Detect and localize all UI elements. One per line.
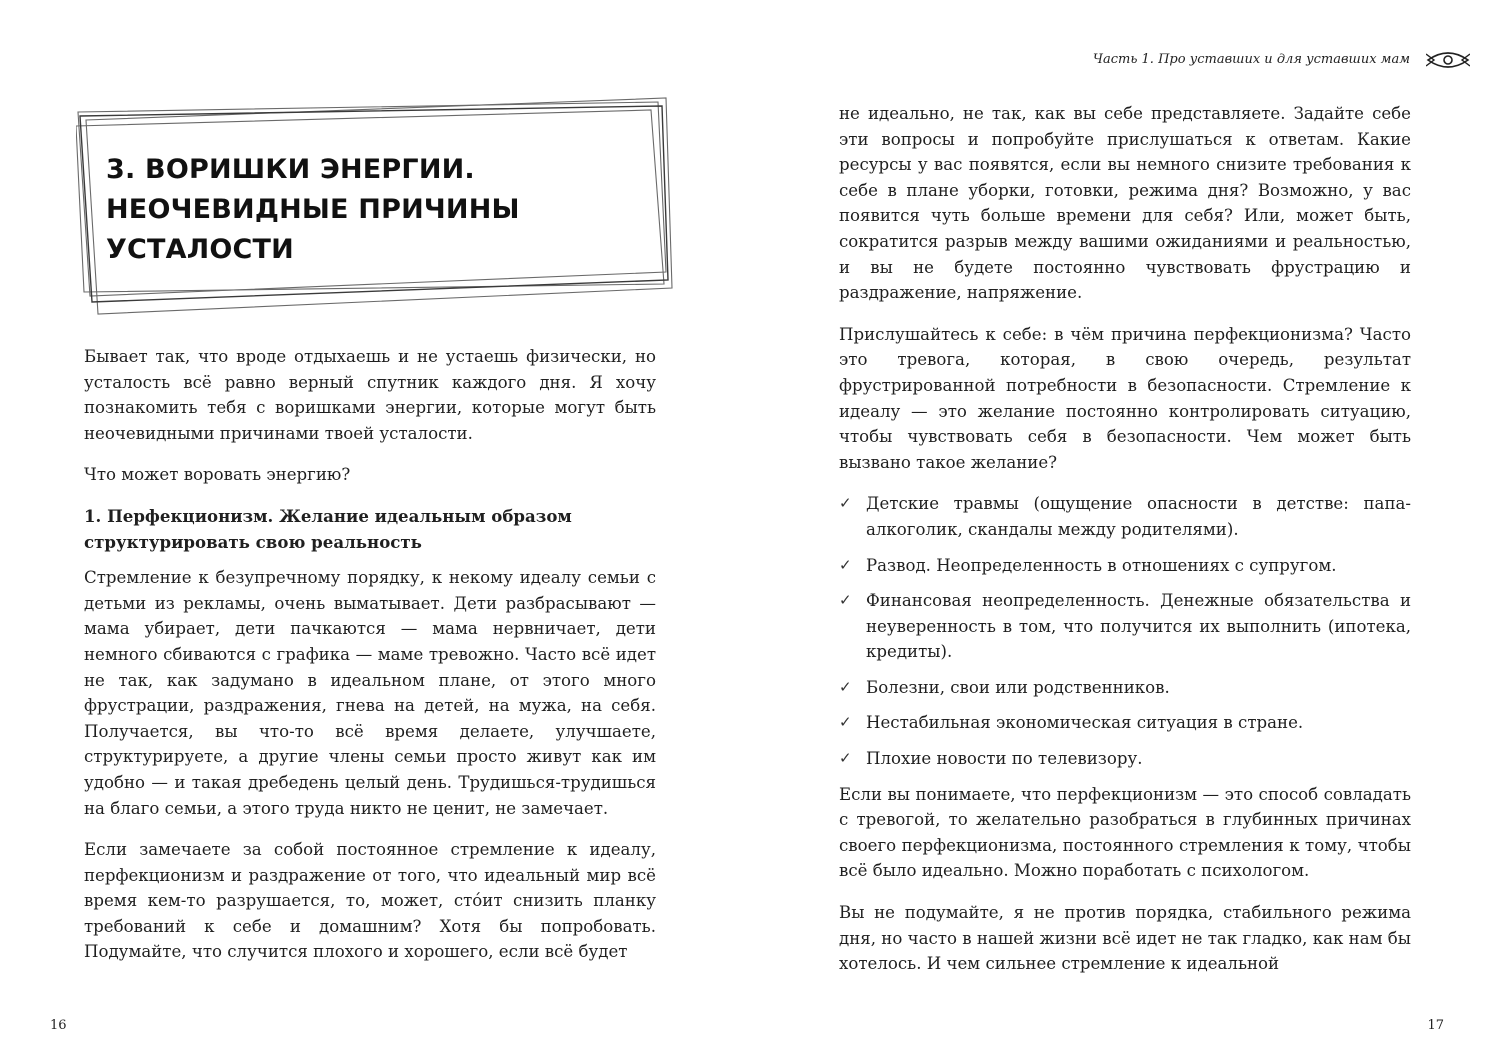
check-icon: ✓ bbox=[839, 494, 852, 513]
checklist-item: ✓ Детские травмы (ощущение опасности в детстве: папа-алкоголик, скандалы между родителями). bbox=[839, 491, 1411, 542]
reasons-checklist bbox=[839, 491, 1411, 771]
checklist-item: ✓ Нестабильная экономическая ситуация в стране. bbox=[839, 710, 1411, 736]
body-paragraph: не идеально, не так, как вы себе представляете. Задайте себе эти вопросы и попробуйте прислушаться к ответам. Какие ресурсы у вас появятся, если вы немного снизите требования к себе в плане уборки, готовки, режима дня? Возможно, у вас появится чуть больше времени для себя? Или, может быть, сократится разрыв между вашими ожиданиями и реальностью, и вы не будете постоянно чувствовать фрустрацию и раздражение, напряжение. bbox=[839, 104, 1411, 303]
body-paragraph: Прислушайтесь к себе: в чём причина перфекционизма? Часто это тревога, которая, в свою очередь, результат фрустрированной потребности в безопасности. Стремление к идеалу — это желание постоянно контролировать ситуацию, чтобы чувствовать себя в безопасности. Чем может быть вызвано такое желание? bbox=[839, 324, 1411, 472]
right-text-column bbox=[839, 101, 1411, 977]
page-number: 17 bbox=[1427, 1018, 1444, 1033]
section-subheading: 1. Перфекционизм. Желание идеальным образом структурировать свою реальность bbox=[84, 505, 572, 552]
checklist-item: ✓ Плохие новости по телевизору. bbox=[839, 746, 1411, 772]
left-text-column bbox=[84, 344, 656, 965]
intro-paragraph: Бывает так, что вроде отдыхаешь и не устаешь физически, но усталость всё равно верный спутник каждого дня. Я хочу познакомить тебя с воришками энергии, которые могут быть неочевидными причинами твоей усталости. bbox=[84, 347, 656, 443]
check-icon: ✓ bbox=[839, 677, 852, 696]
page-number: 16 bbox=[50, 1018, 67, 1033]
check-icon: ✓ bbox=[839, 555, 852, 574]
body-paragraph: Если вы понимаете, что перфекционизм — это способ совладать с тревогой, то желательно разобраться в глубинных причинах своего перфекционизма, постоянного стремления к тому, чтобы всё было идеально. Можно поработать с психологом. bbox=[839, 784, 1411, 881]
right-page bbox=[750, 0, 1500, 1044]
check-icon: ✓ bbox=[839, 591, 852, 610]
body-paragraph: Если замечаете за собой постоянное стремление к идеалу, перфекционизм и раздражение от того, что идеальный мир всё время кем-то разрушается, то, может, стóит снизить планку требований к себе и домашним? Хотя бы попробовать. Подумайте, что случится плохого и хорошего, если всё будет bbox=[84, 840, 656, 962]
check-icon: ✓ bbox=[839, 713, 852, 732]
check-icon: ✓ bbox=[839, 749, 852, 768]
checklist-item: ✓ Финансовая неопределенность. Денежные обязательства и неуверенность в том, что получится их выполнить (ипотека, кредиты). bbox=[839, 588, 1411, 665]
eye-icon bbox=[1426, 50, 1470, 70]
question-paragraph: Что может воровать энергию? bbox=[84, 465, 351, 485]
body-paragraph: Вы не подумайте, я не против порядка, стабильного режима дня, но часто в нашей жизни всё идет не так гладко, как нам бы хотелось. И чем сильнее стремление к идеальной bbox=[839, 903, 1411, 974]
checklist-item: ✓ Болезни, свои или родственников. bbox=[839, 675, 1411, 701]
body-paragraph: Стремление к безупречному порядку, к некому идеалу семьи с детьми из рекламы, очень выматывает. Дети разбрасывают — мама убирает, дети пачкаются — мама нервничает, дети немного сбиваются с графика — маме тревожно. Часто всё идет не так, как задумано в идеальном плане, от этого много фрустрации, раздражения, гнева на детей, на мужа, на себя. Получается, вы что-то всё время делаете, улучшаете, структурируете, а другие члены семьи просто живут как им удобно — и такая дребедень целый день. Трудишься-трудишься на благо семьи, а этого труда никто не ценит, не замечает. bbox=[84, 568, 656, 818]
checklist-item: ✓ Развод. Неопределенность в отношениях с супругом. bbox=[839, 553, 1411, 579]
running-header: Часть 1. Про уставших и для уставших мам bbox=[1092, 52, 1410, 67]
chapter-title: 3. ВОРИШКИ ЭНЕРГИИ. НЕОЧЕВИДНЫЕ ПРИЧИНЫ УСТАЛОСТИ bbox=[106, 154, 520, 265]
chapter-title-frame bbox=[76, 96, 674, 318]
